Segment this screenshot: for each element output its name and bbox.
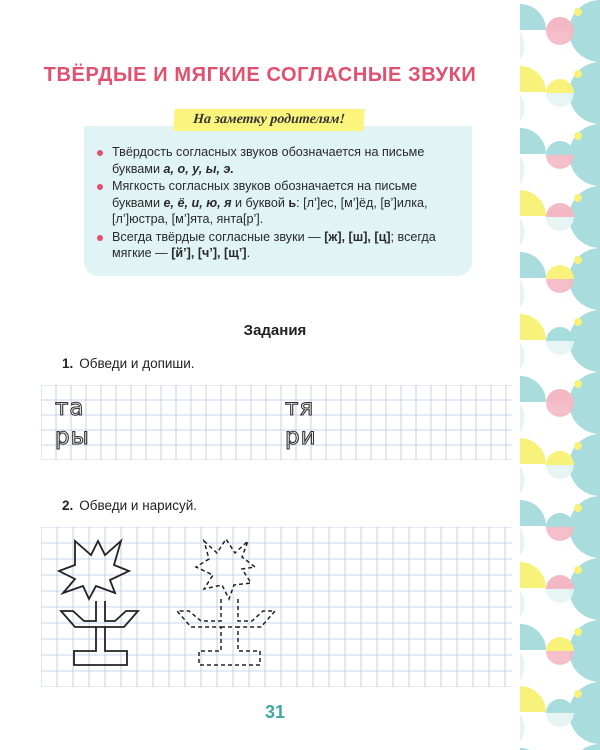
page-number: 31 <box>264 702 286 722</box>
trace-syllable: тя <box>285 395 315 421</box>
page-title: ТВЁРДЫЕ И МЯГКИЕ СОГЛАСНЫЕ ЗВУКИ <box>43 64 477 86</box>
task-2-instruction: 2. Обведи и нарисуй. <box>62 498 197 513</box>
trace-syllable: ры <box>55 424 90 450</box>
note-item-soft: Мягкость согласных звуков обозначается на письме буквами е, ё, и, ю, я и буквой ь: [л’]ес, [м’]ёд, [в’]илка, [л’]юстра, [м’]ята, янта[р’]. <box>112 178 460 228</box>
decorative-border <box>520 0 600 750</box>
note-item-always: Всегда твёрдые согласные звуки — [ж], [ш], [ц]; всегда мягкие — [й’], [ч’], [щ’]. <box>112 229 460 262</box>
trace-syllable: ри <box>285 424 317 450</box>
flower-pictures <box>41 527 512 687</box>
note-list <box>84 126 472 262</box>
trace-syllable: та <box>55 395 85 421</box>
task-1-instruction: 1. Обведи и допиши. <box>62 356 195 371</box>
note-item-hard: Твёрдость согласных звуков обозначается на письме буквами а, о, у, ы, э. <box>112 144 460 177</box>
note-label: На заметку родителям! <box>173 109 365 131</box>
flower-sample-icon <box>59 541 138 665</box>
tasks-heading: Задания <box>243 322 307 339</box>
flower-trace-icon <box>177 539 275 665</box>
parents-note-box <box>84 126 472 276</box>
handwriting-grid[interactable] <box>41 385 512 460</box>
